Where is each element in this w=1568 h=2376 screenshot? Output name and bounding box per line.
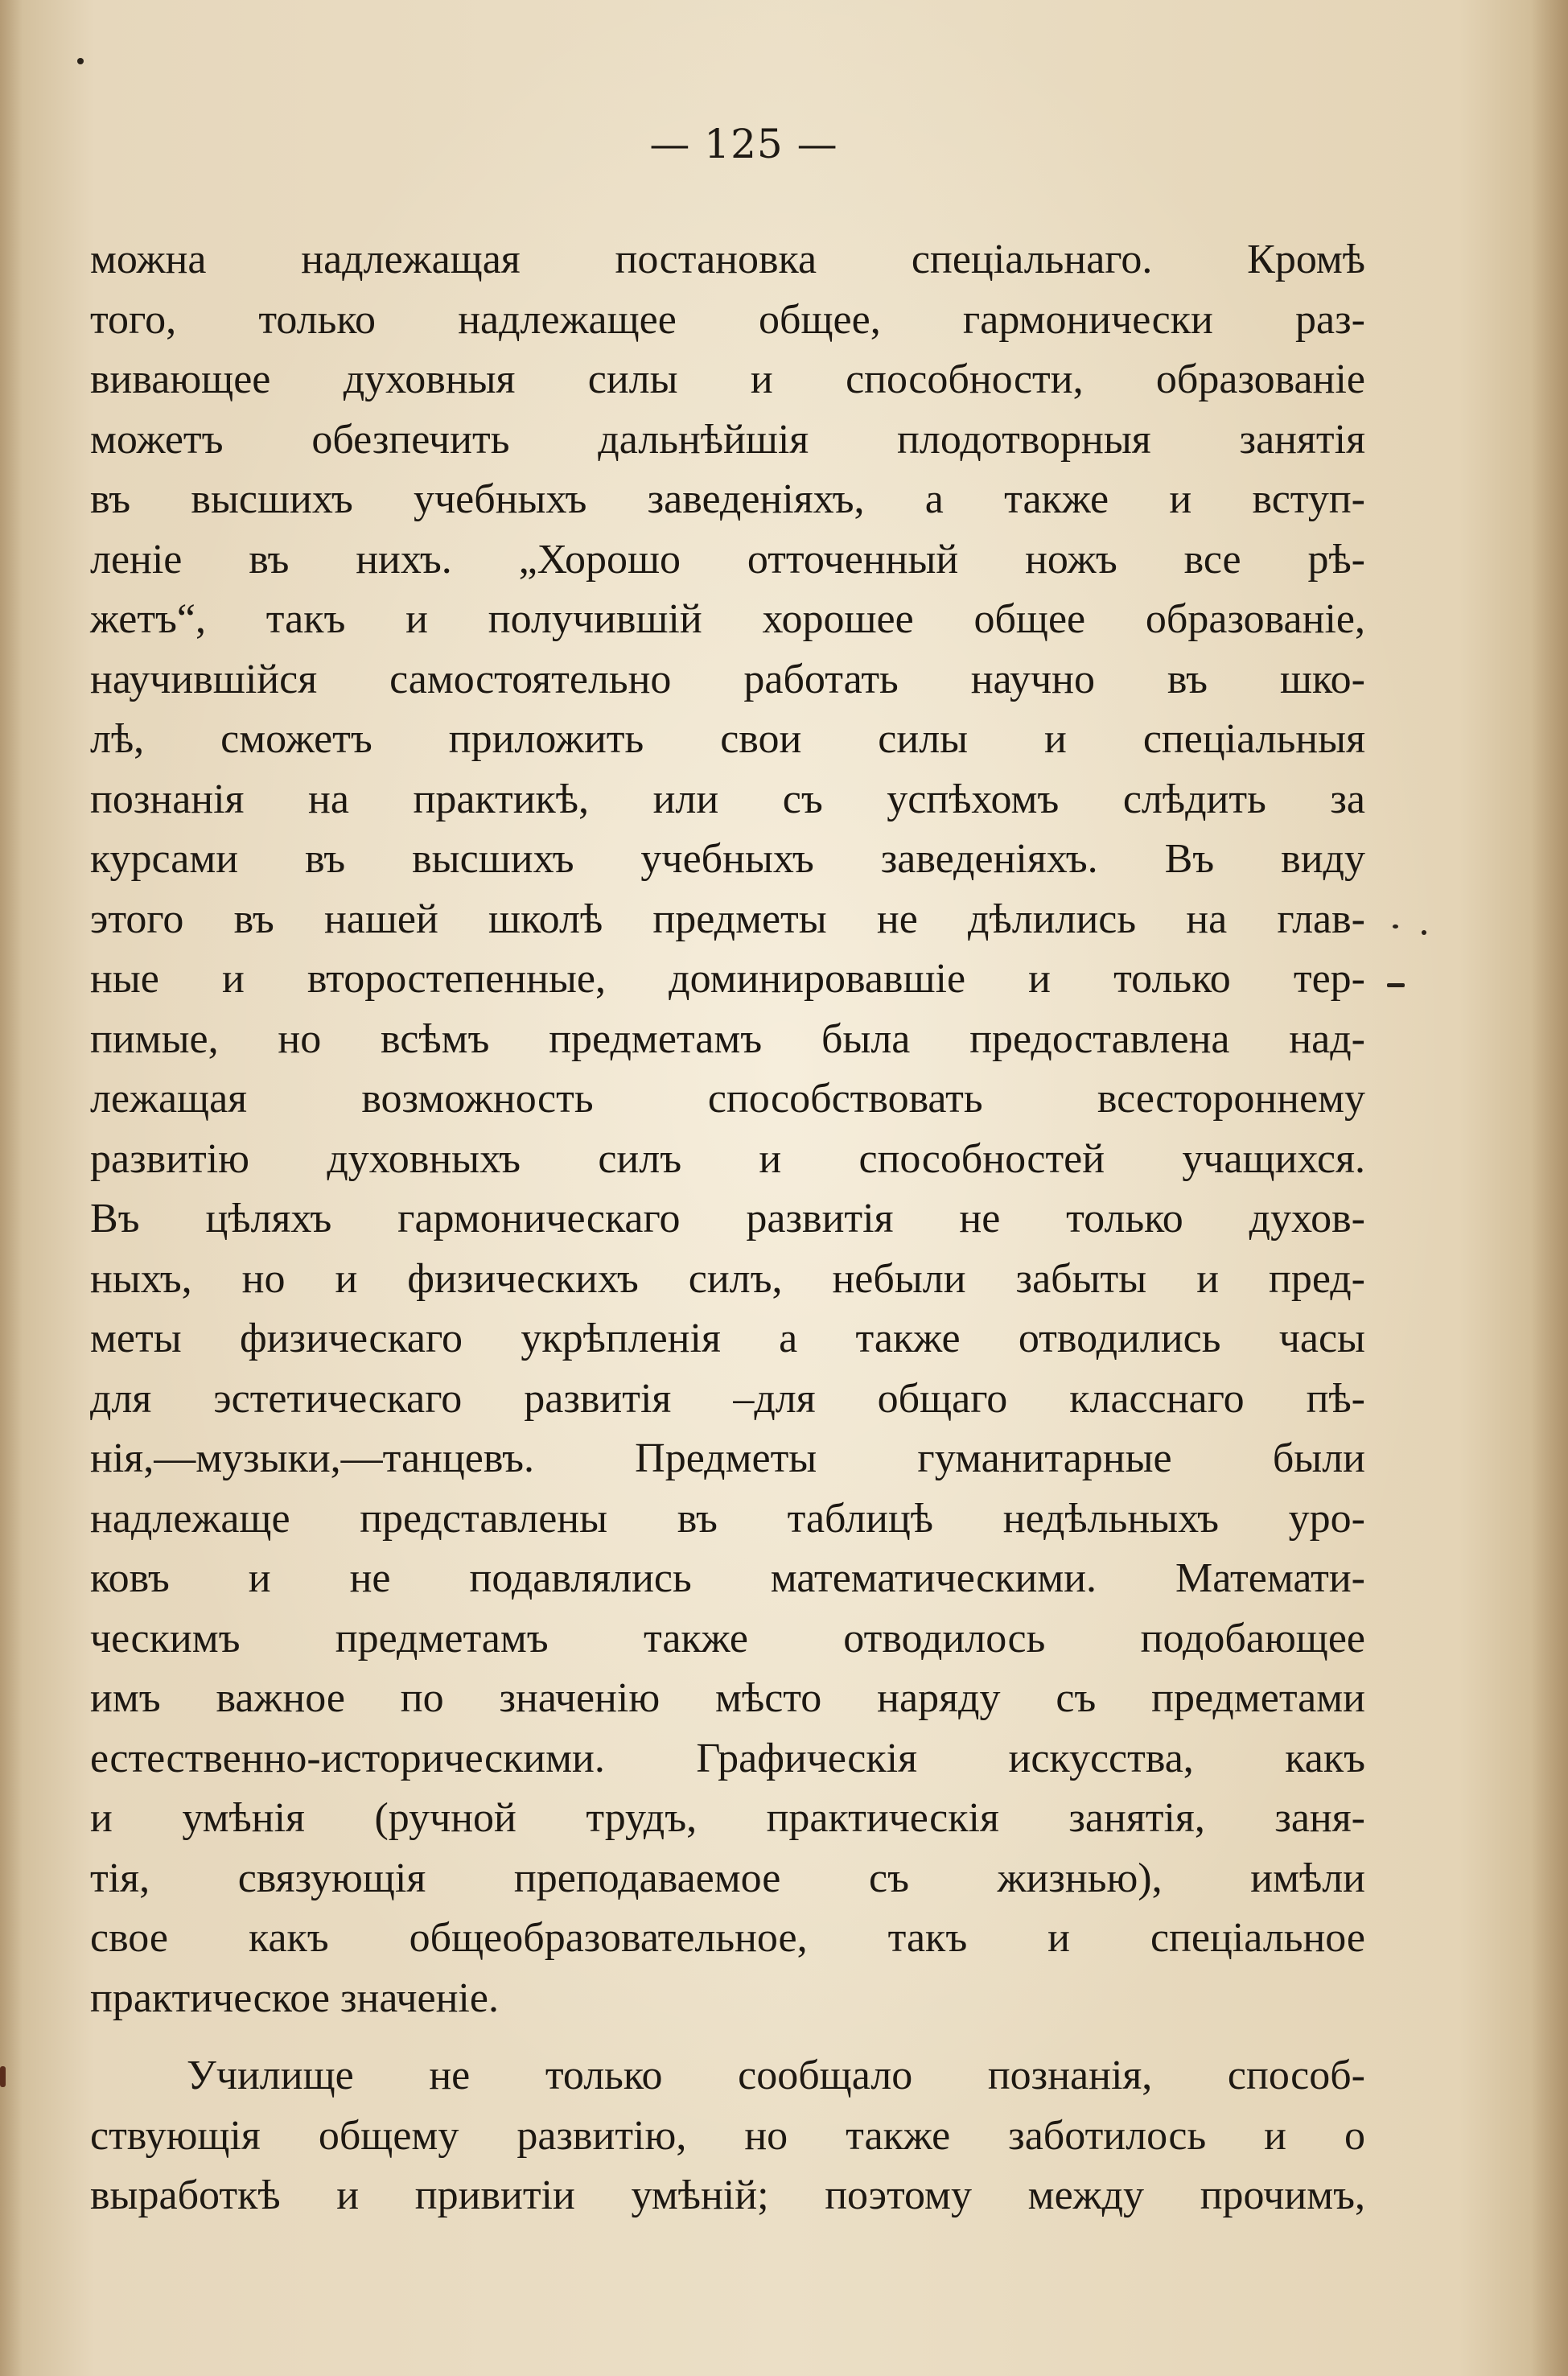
text-line: меты физическаго укрѣпленія а также отводились часы xyxy=(90,1316,1365,1361)
text-line: вивающее духовныя силы и способности, образованіе xyxy=(90,356,1365,402)
text-line: ные и второстепенные, доминировавшіе и только тер- xyxy=(90,956,1365,1002)
page-number: — 125 — xyxy=(649,121,838,167)
paragraph-2 xyxy=(90,2046,1365,2226)
paragraph-gap xyxy=(90,2028,1365,2046)
body-text xyxy=(90,230,1365,2226)
text-line: тія, связующія преподаваемое съ жизнью), имѣли xyxy=(90,1855,1365,1901)
text-line: пимые, но всѣмъ предметамъ была предоставлена над- xyxy=(90,1015,1365,1062)
text-line: и умѣнія (ручной трудъ, практическія занятія, заня- xyxy=(90,1795,1365,1841)
text-line: леніе въ нихъ. „Хорошо отточенный ножъ все рѣ- xyxy=(90,536,1365,583)
text-line: Училище не только сообщало познанія, способ- xyxy=(187,2053,1365,2098)
text-line: курсами въ высшихъ учебныхъ заведеніяхъ. Въ виду xyxy=(90,836,1365,882)
text-line: ческимъ предметамъ также отводилось подобающее xyxy=(90,1615,1365,1662)
page-left-shadow xyxy=(0,0,23,2376)
text-line: естественно-историческими. Графическія искусства, какъ xyxy=(90,1735,1365,1781)
text-line: познанія на практикѣ, или съ успѣхомъ слѣдить за xyxy=(90,776,1365,822)
text-line: надлежаще представлены въ таблицѣ недѣльныхъ уро- xyxy=(90,1495,1365,1542)
dust-speck xyxy=(1387,983,1405,987)
dust-speck xyxy=(1422,930,1426,935)
text-line: ныхъ, но и физическихъ силъ, небыли забыты и пред- xyxy=(90,1255,1365,1302)
dust-speck xyxy=(77,58,84,64)
text-line: можна надлежащая постановка спеціальнаго. Кромѣ xyxy=(90,237,1365,282)
text-line: того, только надлежащее общее, гармонически раз- xyxy=(90,296,1365,343)
text-line: свое какъ общеобразовательное, такъ и спеціальное xyxy=(90,1915,1365,1961)
dust-speck xyxy=(1393,924,1398,929)
text-line: этого въ нашей школѣ предметы не дѣлились на глав- xyxy=(90,896,1365,942)
text-line: для эстетическаго развитія –для общаго класснаго пѣ- xyxy=(90,1375,1365,1422)
text-line: лѣ, сможетъ приложить свои силы и спеціальныя xyxy=(90,716,1365,762)
paragraph-1 xyxy=(90,230,1365,2028)
page-right-shadow xyxy=(1531,0,1568,2376)
text-line: выработкѣ и привитіи умѣній; поэтому между прочимъ, xyxy=(90,2172,1365,2218)
text-line: въ высшихъ учебныхъ заведеніяхъ, а также и вступ- xyxy=(90,476,1365,522)
text-line: ковъ и не подавлялись математическими. Математи- xyxy=(90,1555,1365,1601)
text-line: имъ важное по значенію мѣсто наряду съ предметами xyxy=(90,1675,1365,1721)
dust-speck xyxy=(0,2066,6,2087)
text-line: нія,—музыки,—танцевъ. Предметы гуманитарные были xyxy=(90,1435,1365,1481)
text-line: лежащая возможность способствовать всестороннему xyxy=(90,1076,1365,1122)
text-line: практическое значеніе. xyxy=(90,1975,499,2021)
text-line: жетъ“, такъ и получившій хорошее общее образованіе, xyxy=(90,596,1365,642)
text-line: ствующія общему развитію, но также заботилось и о xyxy=(90,2112,1365,2159)
text-line: Въ цѣляхъ гармоническаго развитія не только духов- xyxy=(90,1196,1365,1242)
text-line: научившійся самостоятельно работать научно въ шко- xyxy=(90,656,1365,702)
text-line: можетъ обезпечить дальнѣйшія плодотворныя занятія xyxy=(90,416,1365,463)
text-line: развитію духовныхъ силъ и способностей учащихся. xyxy=(90,1135,1365,1182)
